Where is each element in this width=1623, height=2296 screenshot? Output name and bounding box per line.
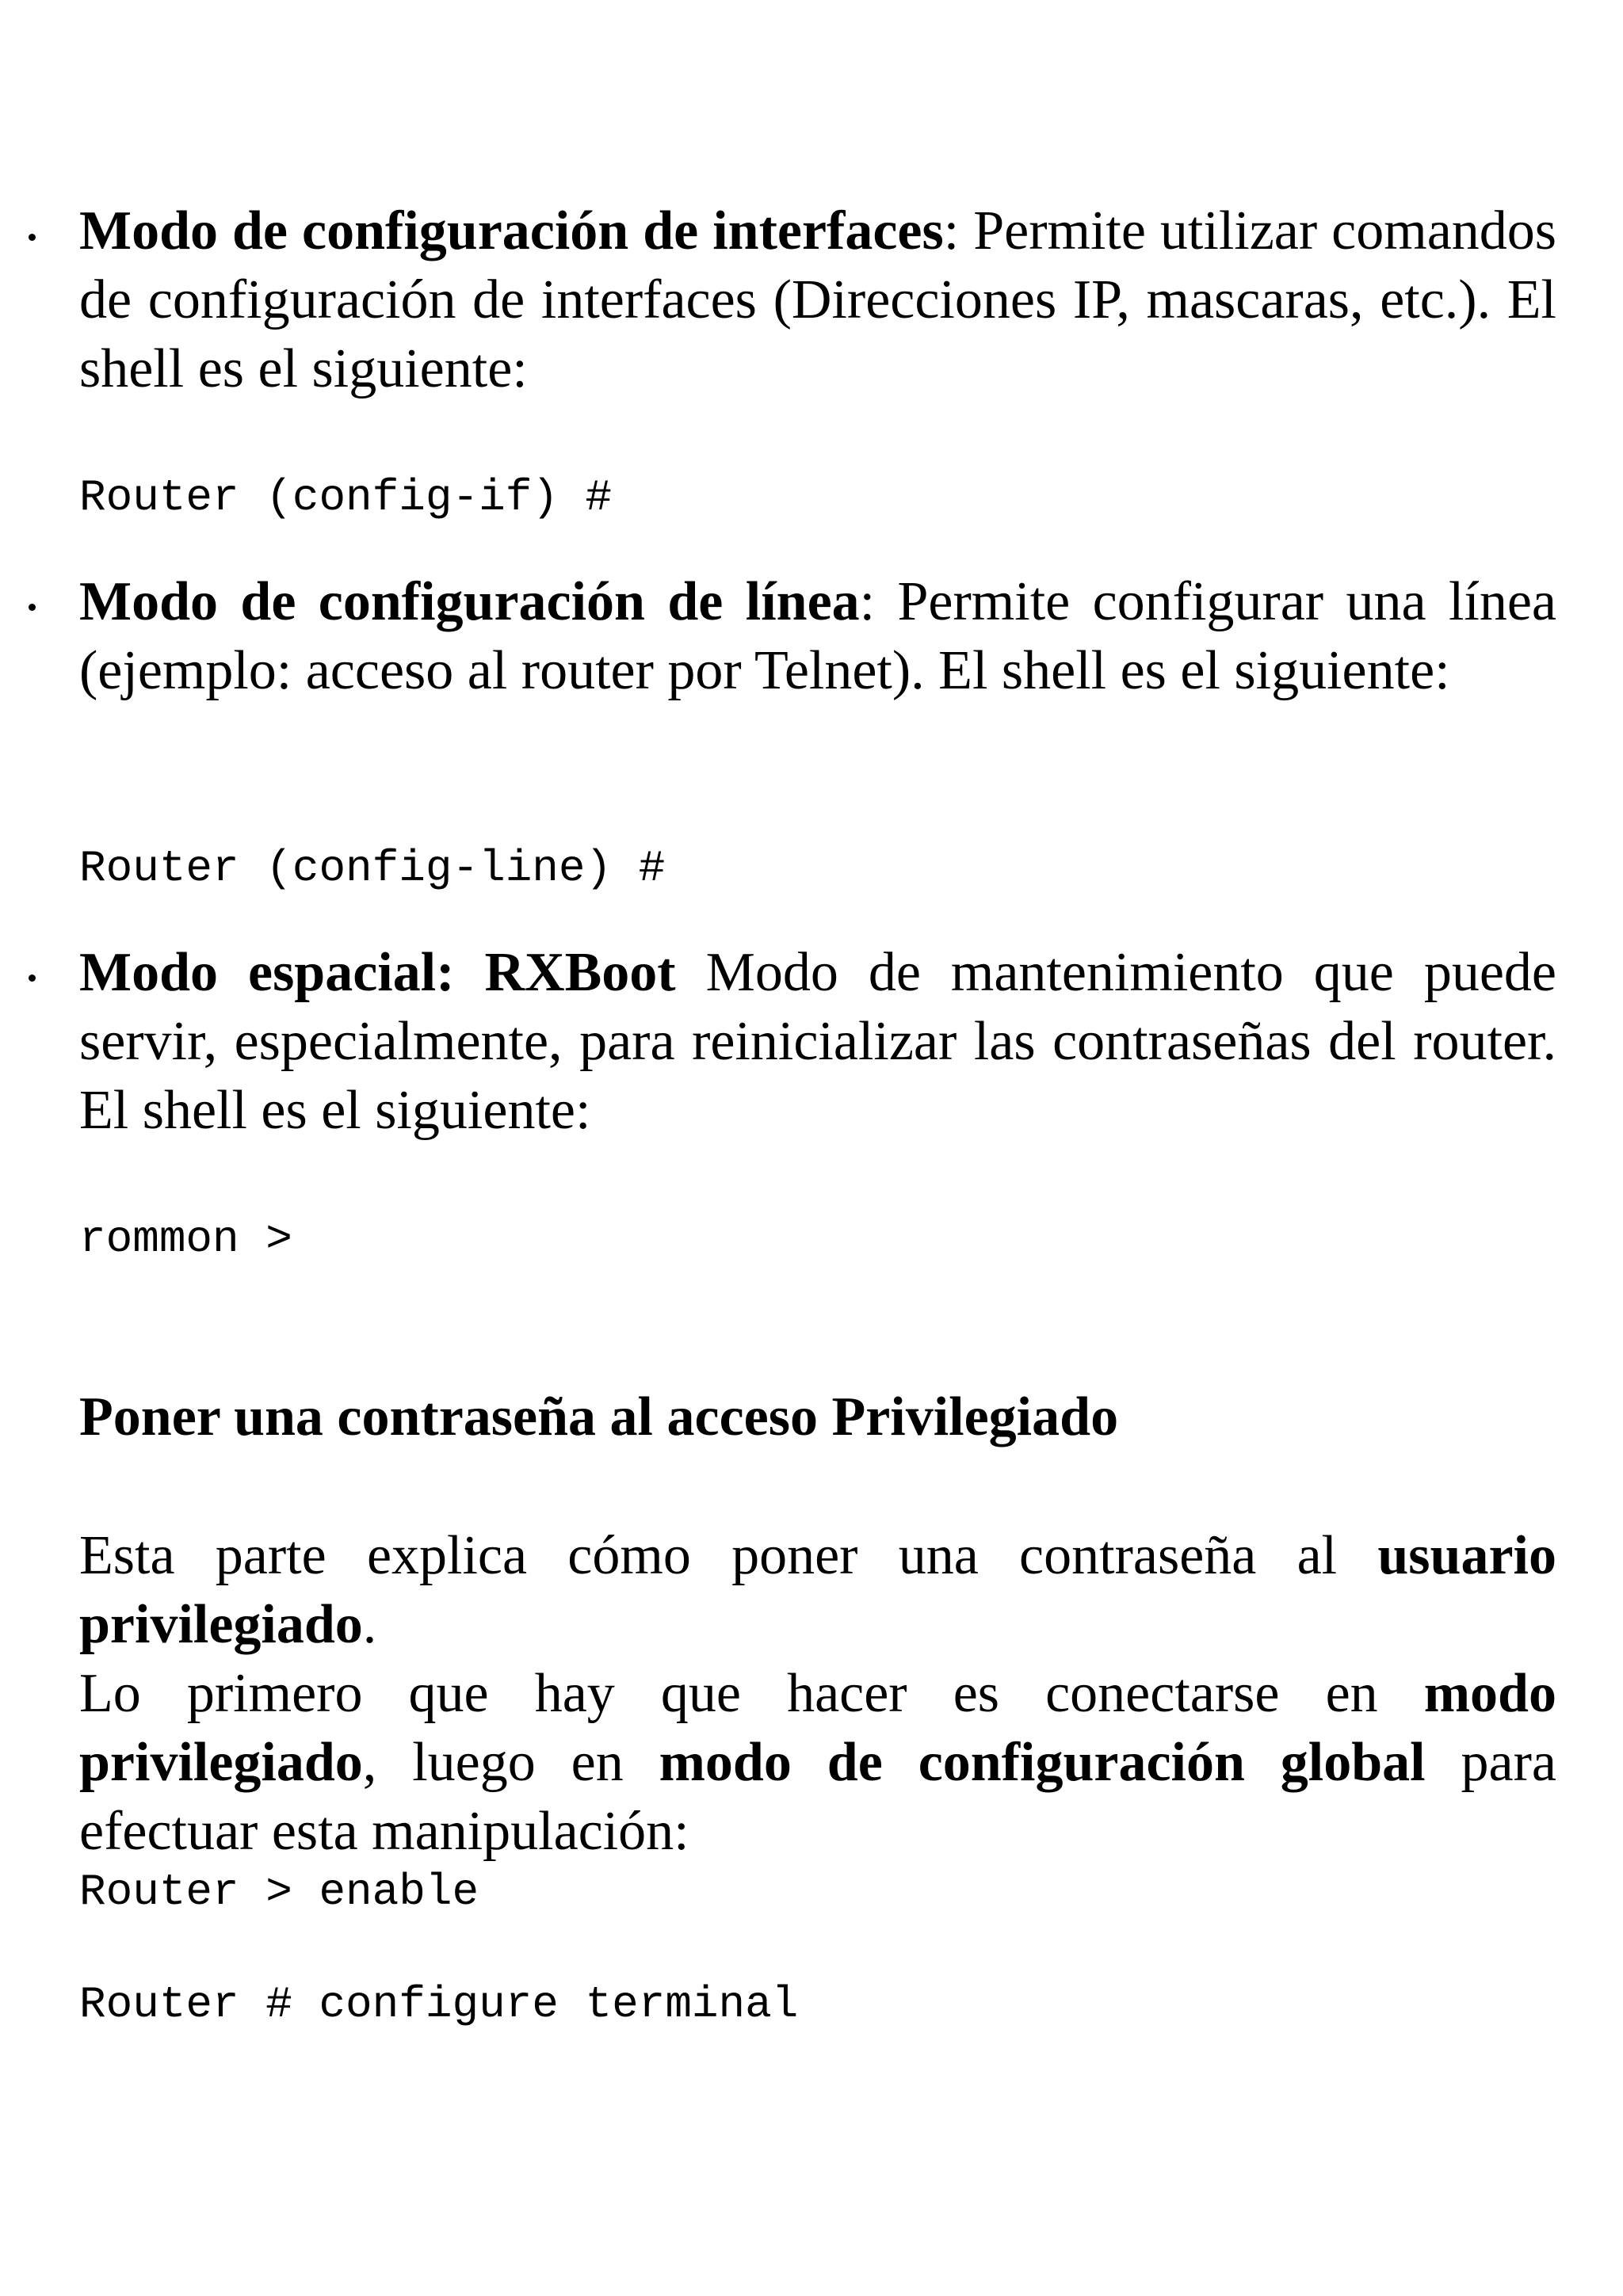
bullet-text: Permite configurar una línea (ejemplo: acceso al router por Telnet). El shell es el siguiente: — [79, 571, 1556, 701]
section-heading: Poner una contraseña al acceso Privilegiado — [79, 1386, 1119, 1447]
bullet-icon — [24, 234, 40, 242]
bullet-text: Permite utilizar comandos de configuración de interfaces (Direcciones IP, mascaras, etc.). El shell es el siguiente: — [79, 200, 1557, 399]
bullet-paragraph: Modo de configuración de línea: Permite configurar una línea (ejemplo: acceso al router por Telnet). El shell es el siguiente: — [79, 571, 1556, 701]
shell-prompt: rommon > — [79, 1214, 292, 1264]
command-enable: Router > enable — [79, 1867, 479, 1917]
bullet-icon — [24, 974, 40, 982]
bullet-paragraph — [79, 938, 1556, 1145]
bullet-title: Modo de configuración de interfaces — [79, 200, 944, 261]
bullet-title: Modo espacial: RXBoot — [79, 942, 676, 1003]
section-paragraph-1: Esta parte explica cómo poner una contraseña al usuario privilegiado. — [79, 1525, 1556, 1655]
bullet-title: Modo de configuración de línea — [79, 571, 860, 632]
section-paragraph-2: Lo primero que hay que hacer es conectarse en modo privilegiado, luego en modo de configuración global para efectuar esta manipulación: — [79, 1663, 1557, 1862]
bullet-text: Modo de mantenimiento que puede servir, especialmente, para reinicializar las contraseñas del router. El shell es el siguiente: — [79, 942, 1556, 1141]
bullet-paragraph: Modo de configuración de interfaces: Permite utilizar comandos de configuración de interfaces (Direcciones IP, mascaras, etc.). El shell es el siguiente: — [79, 200, 1557, 399]
bullet-icon — [24, 604, 40, 612]
shell-prompt: Router (config-line) # — [79, 843, 666, 894]
shell-prompt: Router (config-if) # — [79, 472, 613, 523]
command-configure-terminal: Router # configure terminal — [79, 1979, 799, 2030]
